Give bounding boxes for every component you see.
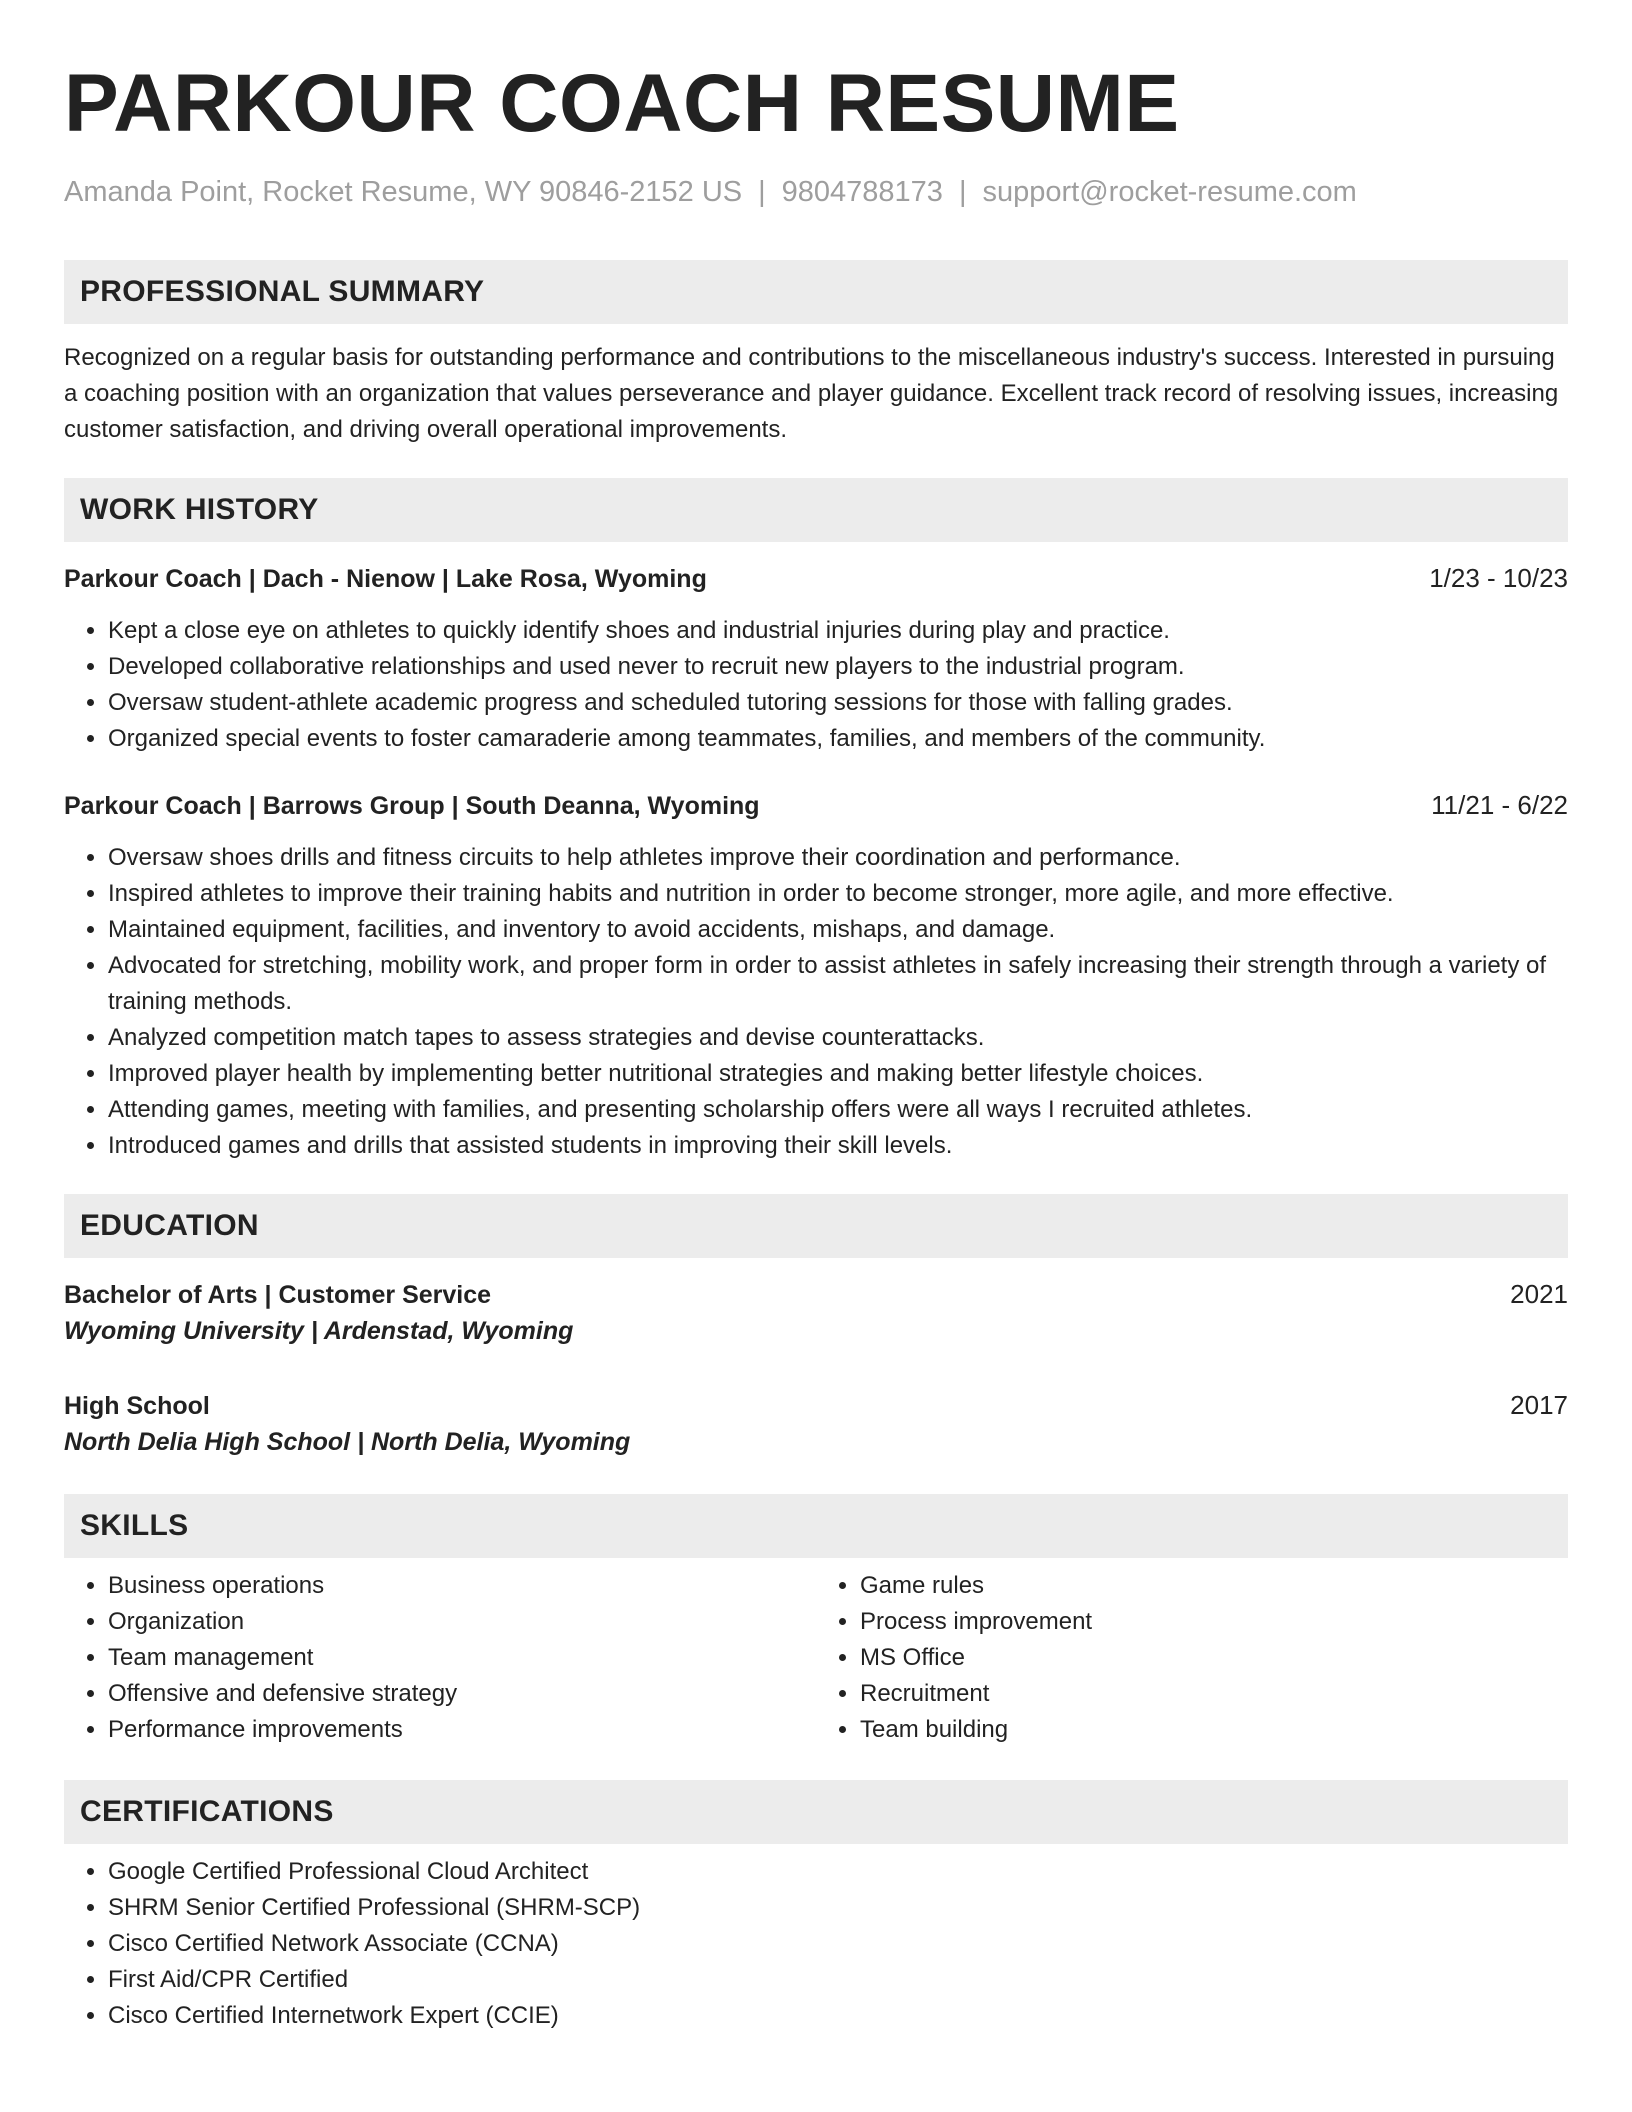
job-bullets	[64, 613, 1568, 757]
list-item: • Game rules	[860, 1568, 1568, 1604]
education-header	[64, 1387, 1568, 1424]
list-item: • Oversaw shoes drills and fitness circuits to help athletes improve their coordination and performance.	[108, 840, 1568, 876]
job-title: Parkour Coach | Barrows Group | South Deanna, Wyoming	[64, 792, 760, 820]
list-item: • Oversaw student-athlete academic progress and scheduled tutoring sessions for those with falling grades.	[108, 685, 1568, 721]
job-header	[64, 787, 1568, 824]
list-item: • Organization	[108, 1604, 816, 1640]
contact-separator: |	[758, 176, 766, 208]
education-entry	[64, 1276, 1568, 1349]
list-item: • Team management	[108, 1640, 816, 1676]
certifications-list	[64, 1854, 1568, 2034]
job-header	[64, 560, 1568, 597]
list-item: • Analyzed competition match tapes to assess strategies and devise counterattacks.	[108, 1020, 1568, 1056]
education-school: North Delia High School | North Delia, Wyoming	[64, 1428, 631, 1456]
education-entry	[64, 1387, 1568, 1460]
list-item: • Improved player health by implementing better nutritional strategies and making better lifestyle choices.	[108, 1056, 1568, 1092]
list-item: • SHRM Senior Certified Professional (SHRM-SCP)	[108, 1890, 1568, 1926]
section-header-work-history: WORK HISTORY	[64, 478, 1568, 542]
list-item: • Performance improvements	[108, 1712, 816, 1748]
skills-columns	[64, 1568, 1568, 1748]
list-item: • Cisco Certified Network Associate (CCNA)	[108, 1926, 1568, 1962]
section-header-certifications: CERTIFICATIONS	[64, 1780, 1568, 1844]
list-item: • Team building	[860, 1712, 1568, 1748]
list-item: • Inspired athletes to improve their training habits and nutrition in order to become stronger, more agile, and more effective.	[108, 876, 1568, 912]
section-header-education: EDUCATION	[64, 1194, 1568, 1258]
list-item: • Maintained equipment, facilities, and inventory to avoid accidents, mishaps, and damage.	[108, 912, 1568, 948]
job-entry	[64, 560, 1568, 757]
job-dates: 1/23 - 10/23	[1429, 563, 1568, 593]
education-header	[64, 1276, 1568, 1313]
list-item: • Cisco Certified Internetwork Expert (CCIE)	[108, 1998, 1568, 2034]
education-degree: High School	[64, 1392, 210, 1420]
job-entry	[64, 787, 1568, 1164]
summary-text: Recognized on a regular basis for outstanding performance and contributions to the miscellaneous industry's success. Interested in pursuing a coaching position with an organization that values perseverance and player guidance. Excellent track record of resolving issues, increasing customer satisfaction, and driving overall operational improvements.	[64, 344, 1559, 443]
resume-title: PARKOUR COACH RESUME	[64, 58, 1180, 149]
job-dates: 11/21 - 6/22	[1431, 790, 1568, 820]
list-item: • Process improvement	[860, 1604, 1568, 1640]
education-school: Wyoming University | Ardenstad, Wyoming	[64, 1317, 574, 1345]
skills-list-right	[816, 1568, 1568, 1748]
contact-phone: 9804788173	[781, 176, 943, 208]
education-degree: Bachelor of Arts | Customer Service	[64, 1281, 492, 1309]
education-year: 2017	[1510, 1390, 1568, 1420]
skills-list-left	[64, 1568, 816, 1748]
list-item: • Recruitment	[860, 1676, 1568, 1712]
list-item: • Developed collaborative relationships and used never to recruit new players to the industrial program.	[108, 649, 1568, 685]
list-item: • Organized special events to foster camaraderie among teammates, families, and members of the community.	[108, 721, 1568, 757]
contact-line	[64, 174, 1568, 210]
job-bullets	[64, 840, 1568, 1164]
list-item: • Advocated for stretching, mobility work, and proper form in order to assist athletes in safely increasing their strength through a variety of training methods.	[108, 948, 1568, 1020]
contact-address: Amanda Point, Rocket Resume, WY 90846-2152 US	[64, 176, 743, 208]
section-header-summary: PROFESSIONAL SUMMARY	[64, 260, 1568, 324]
contact-separator: |	[958, 176, 967, 208]
section-header-skills: SKILLS	[64, 1494, 1568, 1558]
list-item: • Offensive and defensive strategy	[108, 1676, 816, 1712]
list-item: • Google Certified Professional Cloud Architect	[108, 1854, 1568, 1890]
contact-email: support@rocket-resume.com	[982, 176, 1357, 208]
list-item: • Business operations	[108, 1568, 816, 1604]
list-item: • Introduced games and drills that assisted students in improving their skill levels.	[108, 1128, 1568, 1164]
education-year: 2021	[1510, 1279, 1568, 1309]
list-item: • Kept a close eye on athletes to quickly identify shoes and industrial injuries during play and practice.	[108, 613, 1568, 649]
list-item: • First Aid/CPR Certified	[108, 1962, 1568, 1998]
list-item: • Attending games, meeting with families, and presenting scholarship offers were all ways I recruited athletes.	[108, 1092, 1568, 1128]
list-item: • MS Office	[860, 1640, 1568, 1676]
job-title: Parkour Coach | Dach - Nienow | Lake Rosa, Wyoming	[64, 565, 707, 593]
